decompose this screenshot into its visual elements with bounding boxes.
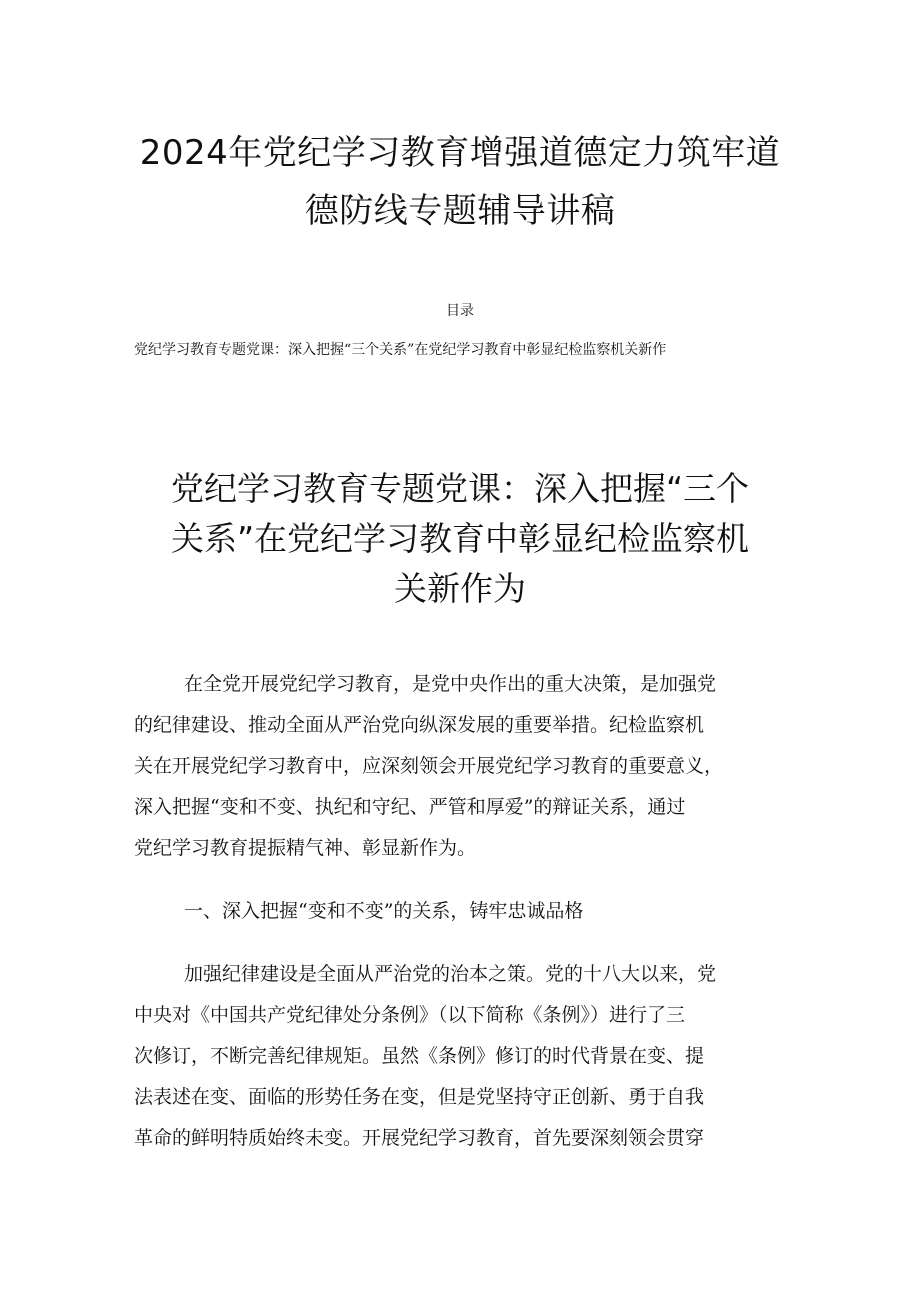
body-paragraph (134, 954, 794, 1159)
paragraph-line: 深入把握“变和不变、执纪和守纪、严管和厚爱”的辩证关系，通过 (134, 796, 686, 818)
body-paragraph (134, 664, 794, 869)
document-title-line-2: 德防线专题辅导讲稿 (304, 191, 616, 231)
toc-heading: 目录 (446, 303, 474, 319)
subsection-heading-text: 一、深入把握“变和不变”的关系，铸牢忠诚品格 (184, 900, 584, 922)
paragraph-line: 党纪学习教育提振精气神、彰显新作为。 (134, 837, 477, 859)
paragraph-line: 法表述在变、面临的形势任务在变，但是党坚持守正创新、勇于自我 (134, 1086, 705, 1108)
section-title-line-1: 党纪学习教育专题党课：深入把握“三个 (170, 469, 750, 508)
paragraph-line: 次修订，不断完善纪律规矩。虽然《条例》修订的时代背景在变、提 (134, 1045, 705, 1067)
paragraph-line: 的纪律建设、推动全面从严治党向纵深发展的重要举措。纪检监察机 (134, 714, 705, 736)
document-title-line-1: 2024年党纪学习教育增强道德定力筑牢道 (139, 133, 781, 173)
document-title (100, 124, 820, 240)
subsection-heading (134, 891, 794, 932)
section-title (120, 464, 800, 614)
section-title-line-2: 关系”在党纪学习教育中彰显纪检监察机 (170, 519, 750, 558)
paragraph-line: 加强纪律建设是全面从严治党的治本之策。党的十八大以来，党 (184, 963, 717, 985)
paragraph-line: 在全党开展党纪学习教育，是党中央作出的重大决策，是加强党 (184, 673, 717, 695)
toc-entry[interactable]: 党纪学习教育专题党课：深入把握“三个关系”在党纪学习教育中彰显纪检监察机关新作 (134, 342, 667, 358)
paragraph-line: 关在开展党纪学习教育中，应深刻领会开展党纪学习教育的重要意义， (134, 755, 724, 777)
section-body (134, 664, 794, 1159)
paragraph-line: 中央对《中国共产党纪律处分条例》（以下简称《条例》）进行了三 (134, 1004, 686, 1026)
paragraph-line: 革命的鲜明特质始终未变。开展党纪学习教育，首先要深刻领会贯穿 (134, 1127, 705, 1149)
section-title-line-3: 关新作为 (394, 569, 526, 608)
